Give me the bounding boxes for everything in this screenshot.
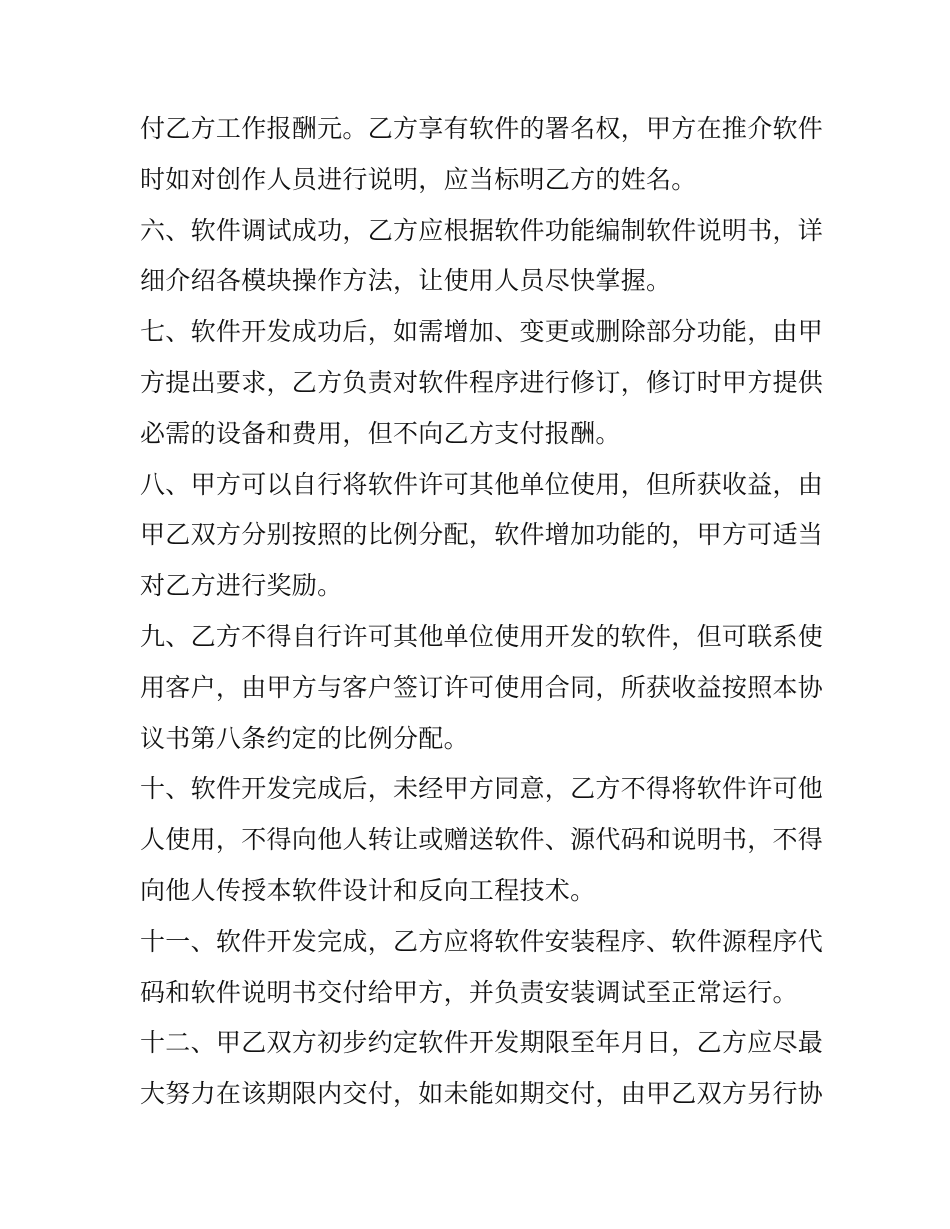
text-line: 向他人传授本软件设计和反向工程技术。: [140, 875, 596, 905]
text-line: 六、软件调试成功，乙方应根据软件功能编制软件说明书，详: [140, 215, 824, 245]
text-line: 十、软件开发完成后，未经甲方同意，乙方不得将软件许可他: [140, 774, 824, 804]
text-line: 细介绍各模块操作方法，让使用人员尽快掌握。: [140, 266, 672, 296]
document-body: [140, 104, 824, 1120]
text-line: 付乙方工作报酬元。乙方享有软件的署名权，甲方在推介软件: [140, 114, 824, 143]
text-line: 十一、软件开发完成，乙方应将软件安装程序、软件源程序代: [140, 926, 824, 956]
text-line: 对乙方进行奖励。: [140, 571, 343, 601]
text-line: 大努力在该期限内交付，如未能如期交付，由甲乙双方另行协: [140, 1079, 824, 1109]
text-line: 人使用，不得向他人转让或赠送软件、源代码和说明书，不得: [140, 825, 824, 855]
text-line: 时如对创作人员进行说明，应当标明乙方的姓名。: [140, 164, 697, 194]
text-line: 方提出要求，乙方负责对软件程序进行修订，修订时甲方提供: [140, 367, 824, 397]
text-line: 议书第八条约定的比例分配。: [140, 723, 469, 753]
text-line: 七、软件开发成功后，如需增加、变更或删除部分功能，由甲: [140, 317, 824, 347]
text-line: 码和软件说明书交付给甲方，并负责安装调试至正常运行。: [140, 977, 798, 1007]
text-line: 八、甲方可以自行将软件许可其他单位使用，但所获收益，由: [140, 469, 824, 499]
text-line: 用客户，由甲方与客户签订许可使用合同，所获收益按照本协: [140, 672, 824, 702]
text-line: 九、乙方不得自行许可其他单位使用开发的软件，但可联系使: [140, 621, 824, 651]
text-line: 甲乙双方分别按照的比例分配，软件增加功能的，甲方可适当: [140, 520, 824, 550]
text-line: 必需的设备和费用，但不向乙方支付报酬。: [140, 418, 621, 448]
text-line: 十二、甲乙双方初步约定软件开发期限至年月日，乙方应尽最: [140, 1028, 824, 1058]
